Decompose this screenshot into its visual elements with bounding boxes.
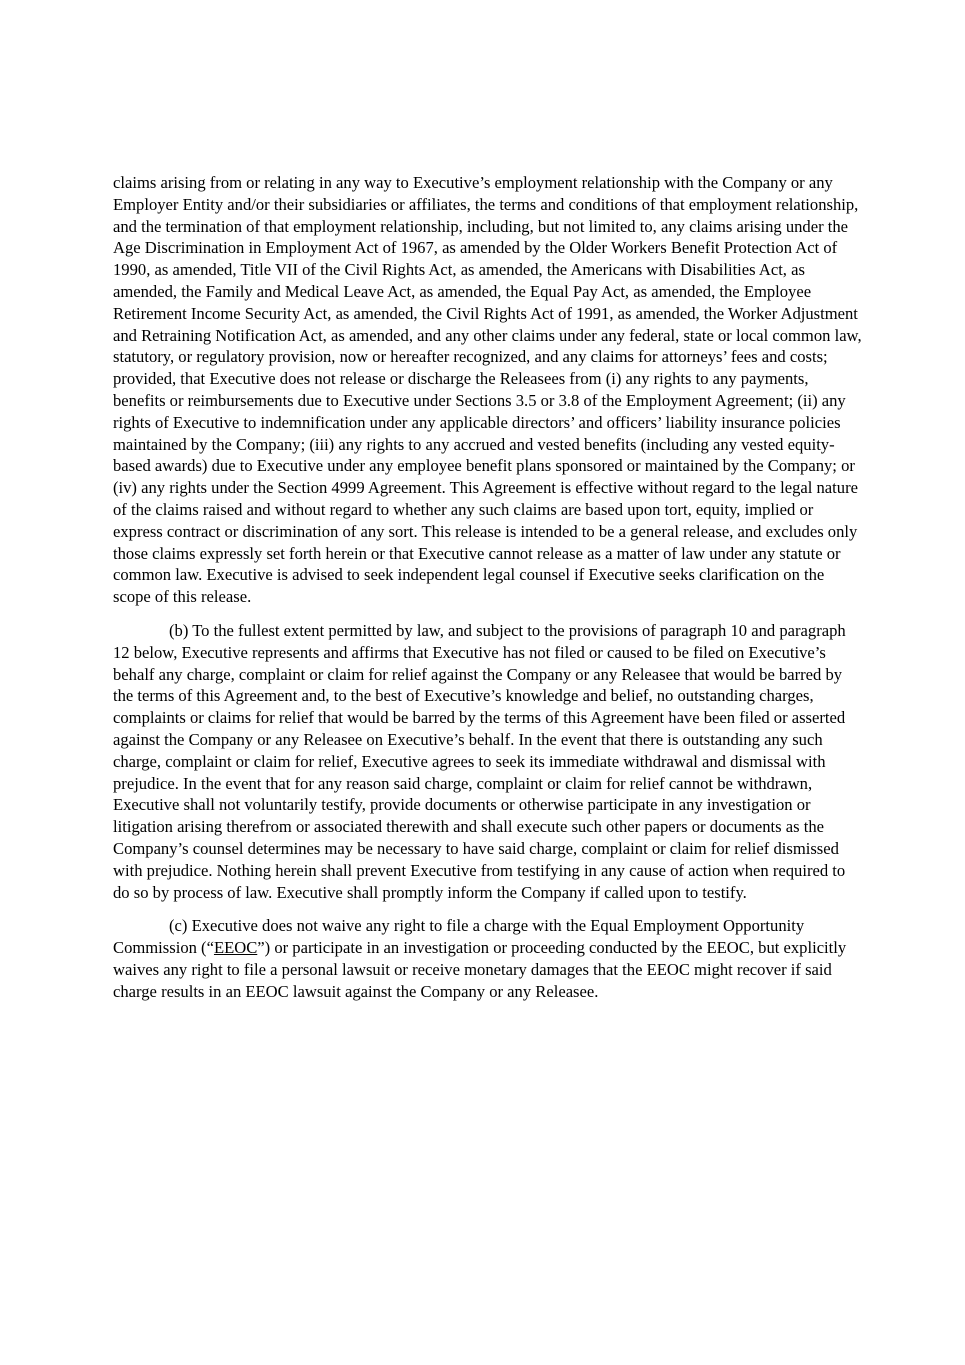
paragraph-c xyxy=(113,915,865,1002)
eeoc-defined-term: EEOC xyxy=(213,938,258,958)
paragraph-c-text-before: (c) Executive does not waive any right to file a charge with the Equal Employment Opportunity Commission (“ xyxy=(113,916,805,958)
document-body xyxy=(113,172,865,1014)
paragraph-b: (b) To the fullest extent permitted by law, and subject to the provisions of paragraph 10 and paragraph 12 below, Executive represents and affirms that Executive has not filed or caused to be filed on Executive’s behalf any charge, complaint or claim for relief against the Company or any Releasee that would be barred by the terms of this Agreement and, to the best of Executive’s knowledge and belief, no outstanding charges, complaints or claims for relief that would be barred by the terms of this Agreement have been filed or asserted against the Company or any Releasee on Executive’s behalf. In the event that there is outstanding any such charge, complaint or claim for relief, Executive agrees to seek its immediate withdrawal and dismissal with prejudice. In the event that for any reason said charge, complaint or claim for relief cannot be withdrawn, Executive shall not voluntarily testify, provide documents or otherwise participate in any investigation or litigation arising therefrom or associated therewith and shall execute such other papers or documents as the Company’s counsel determines may be necessary to have said charge, complaint or claim for relief dismissed with prejudice. Nothing herein shall prevent Executive from testifying in any cause of action when required to do so by process of law. Executive shall promptly inform the Company if called upon to testify. xyxy=(113,620,846,902)
paragraph-c-text-after: ”) or participate in an investigation or proceeding conducted by the EEOC, but explicitly waives any right to file a personal lawsuit or receive monetary damages that the EEOC might recover if said charge results in an EEOC lawsuit against the Company or any Releasee. xyxy=(113,938,847,1001)
release-claims-paragraph: claims arising from or relating in any way to Executive’s employment relationship with the Company or any Employer Entity and/or their subsidiaries or affiliates, the terms and conditions of that employment relationship, and the termination of that employment relationship, including, but not limited to, any claims arising under the Age Discrimination in Employment Act of 1967, as amended by the Older Workers Benefit Protection Act of 1990, as amended, Title VII of the Civil Rights Act, as amended, the Americans with Disabilities Act, as amended, the Family and Medical Leave Act, as amended, the Equal Pay Act, as amended, the Employee Retirement Income Security Act, as amended, the Civil Rights Act of 1991, as amended, the Worker Adjustment and Retraining Notification Act, as amended, and any other claims under any federal, state or local common law, statutory, or regulatory provision, now or hereafter recognized, and any claims for attorneys’ fees and costs; provided, that Executive does not release or discharge the Releasees from (i) any rights to any payments, benefits or reimbursements due to Executive under Sections 3.5 or 3.8 of the Employment Agreement; (ii) any rights of Executive to indemnification under any applicable directors’ and officers’ liability insurance policies maintained by the Company; (iii) any rights to any accrued and vested benefits (including any vested equity-based awards) due to Executive under any employee benefit plans sponsored or maintained by the Company; or (iv) any rights under the Section 4999 Agreement. This Agreement is effective without regard to the legal nature of the claims raised and without regard to whether any such claims are based upon tort, equity, implied or express contract or discrimination of any sort. This release is intended to be a general release, and excludes only those claims expressly set forth herein or that Executive cannot release as a matter of law under any statute or common law. Executive is advised to seek independent legal counsel if Executive seeks clarification on the scope of this release. xyxy=(113,173,862,607)
